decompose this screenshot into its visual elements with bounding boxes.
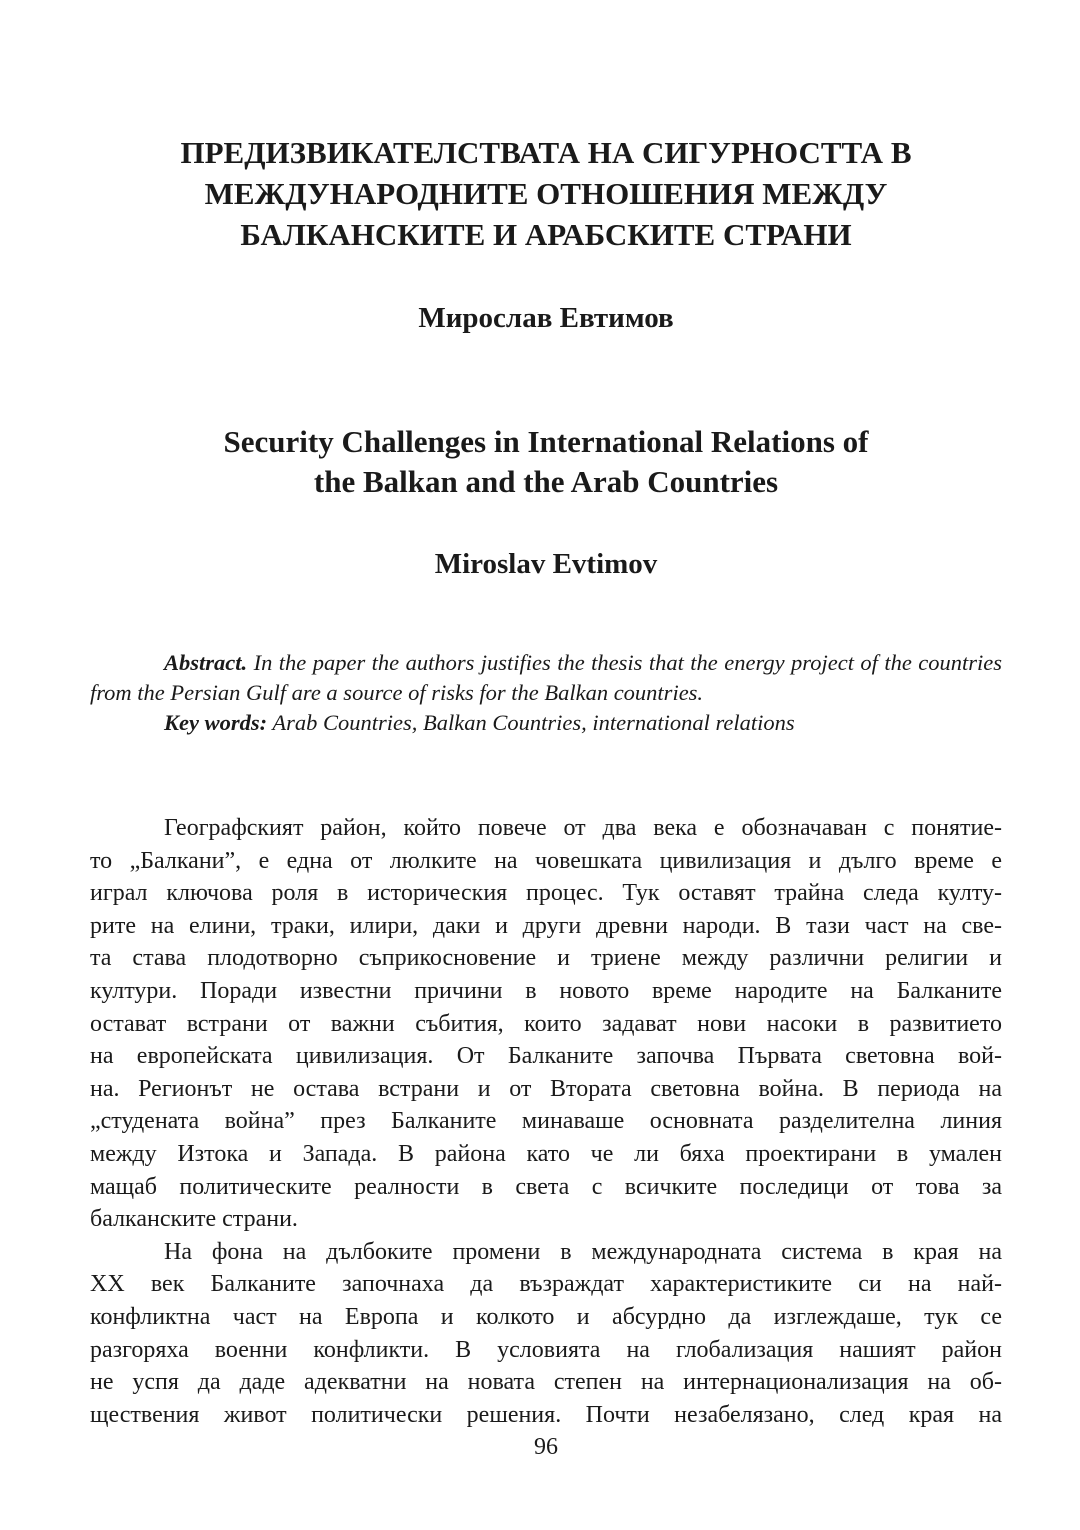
title-en-line: Security Challenges in International Relations of <box>223 424 869 459</box>
title-bulgarian <box>90 132 1002 255</box>
title-english <box>90 422 1002 502</box>
text-line: ХХ век Балканите започнаха да възраждат характеристиките си на най- <box>90 1271 1002 1298</box>
text-line: рите на елини, траки, илири, даки и други древни народи. В тази част на све- <box>90 912 1002 939</box>
author-bulgarian: Мирослав Евтимов <box>418 302 674 334</box>
abstract-paragraph <box>90 648 1002 708</box>
text-line: конфликтна част на Европа и колкото и абсурдно да изглеждаше, тук се <box>90 1303 1002 1330</box>
body-paragraph-2 <box>90 1236 1002 1432</box>
text-line: остават встрани от важни събития, които задават нови насоки в развитието <box>90 1010 1002 1037</box>
text-line: Географският район, който повече от два века е обозначаван с понятие- <box>164 815 1002 841</box>
text-line: разгоряха военни конфликти. В условията на глобализация нашият район <box>90 1336 1002 1363</box>
abstract-label: Abstract. <box>164 650 248 675</box>
text-line: играл ключова роля в историческия процес. Тук оставят трайна следа култу- <box>90 880 1002 907</box>
text-line: не успя да даде адекватни на новата степен на интернационализация на об- <box>90 1369 1002 1396</box>
text-line: „студената война” през Балканите минаваше основната разделителна линия <box>90 1108 1002 1135</box>
title-bg-line: МЕЖДУНАРОДНИТЕ ОТНОШЕНИЯ МЕЖДУ <box>204 176 888 211</box>
text-line: на. Регионът не остава встрани и от Втората световна война. В периода на <box>90 1075 1002 1102</box>
body-text <box>90 812 1002 1431</box>
keywords-paragraph <box>90 708 1002 738</box>
text-line: между Изтока и Запада. В района като че ли бяха проектирани в умален <box>90 1140 1002 1167</box>
keywords-label: Key words: <box>164 710 268 735</box>
text-line: балканските страни. <box>90 1206 298 1233</box>
page-number: 96 <box>534 1434 558 1460</box>
title-en-line: the Balkan and the Arab Countries <box>313 464 779 499</box>
text-line: та става плодотворно съприкосновение и триене между различни религии и <box>90 945 1002 972</box>
abstract-block <box>90 648 1002 738</box>
text-line: ществения живот политически решения. Почти незабелязано, след края на <box>90 1401 1002 1428</box>
keywords-text: Arab Countries, Balkan Countries, international relations <box>272 710 795 735</box>
text-line: мащаб политическите реалности в света с всичките последици от това за <box>90 1173 1002 1200</box>
author-english: Miroslav Evtimov <box>434 548 658 580</box>
text-line: култури. Поради известни причини в новото време народите на Балканите <box>90 977 1002 1004</box>
text-line: то „Балкани”, е една от люлките на човешката цивилизация и дълго време е <box>90 847 1002 874</box>
title-bg-line: ПРЕДИЗВИКАТЕЛСТВАТА НА СИГУРНОСТТА В <box>180 135 912 170</box>
body-paragraph-1 <box>90 812 1002 1236</box>
text-line: на европейската цивилизация. От Балканите започва Първата световна вой- <box>90 1043 1002 1070</box>
title-bg-line: БАЛКАНСКИТЕ И АРАБСКИТЕ СТРАНИ <box>240 217 852 252</box>
text-line: На фона на дълбоките промени в международната система в края на <box>164 1238 1002 1265</box>
paper-page <box>90 0 1002 1530</box>
abstract-text: In the paper the authors justifies the thesis that the energy project of the countries from the Persian Gulf are a source of risks for the Balkan countries. <box>90 650 1003 705</box>
